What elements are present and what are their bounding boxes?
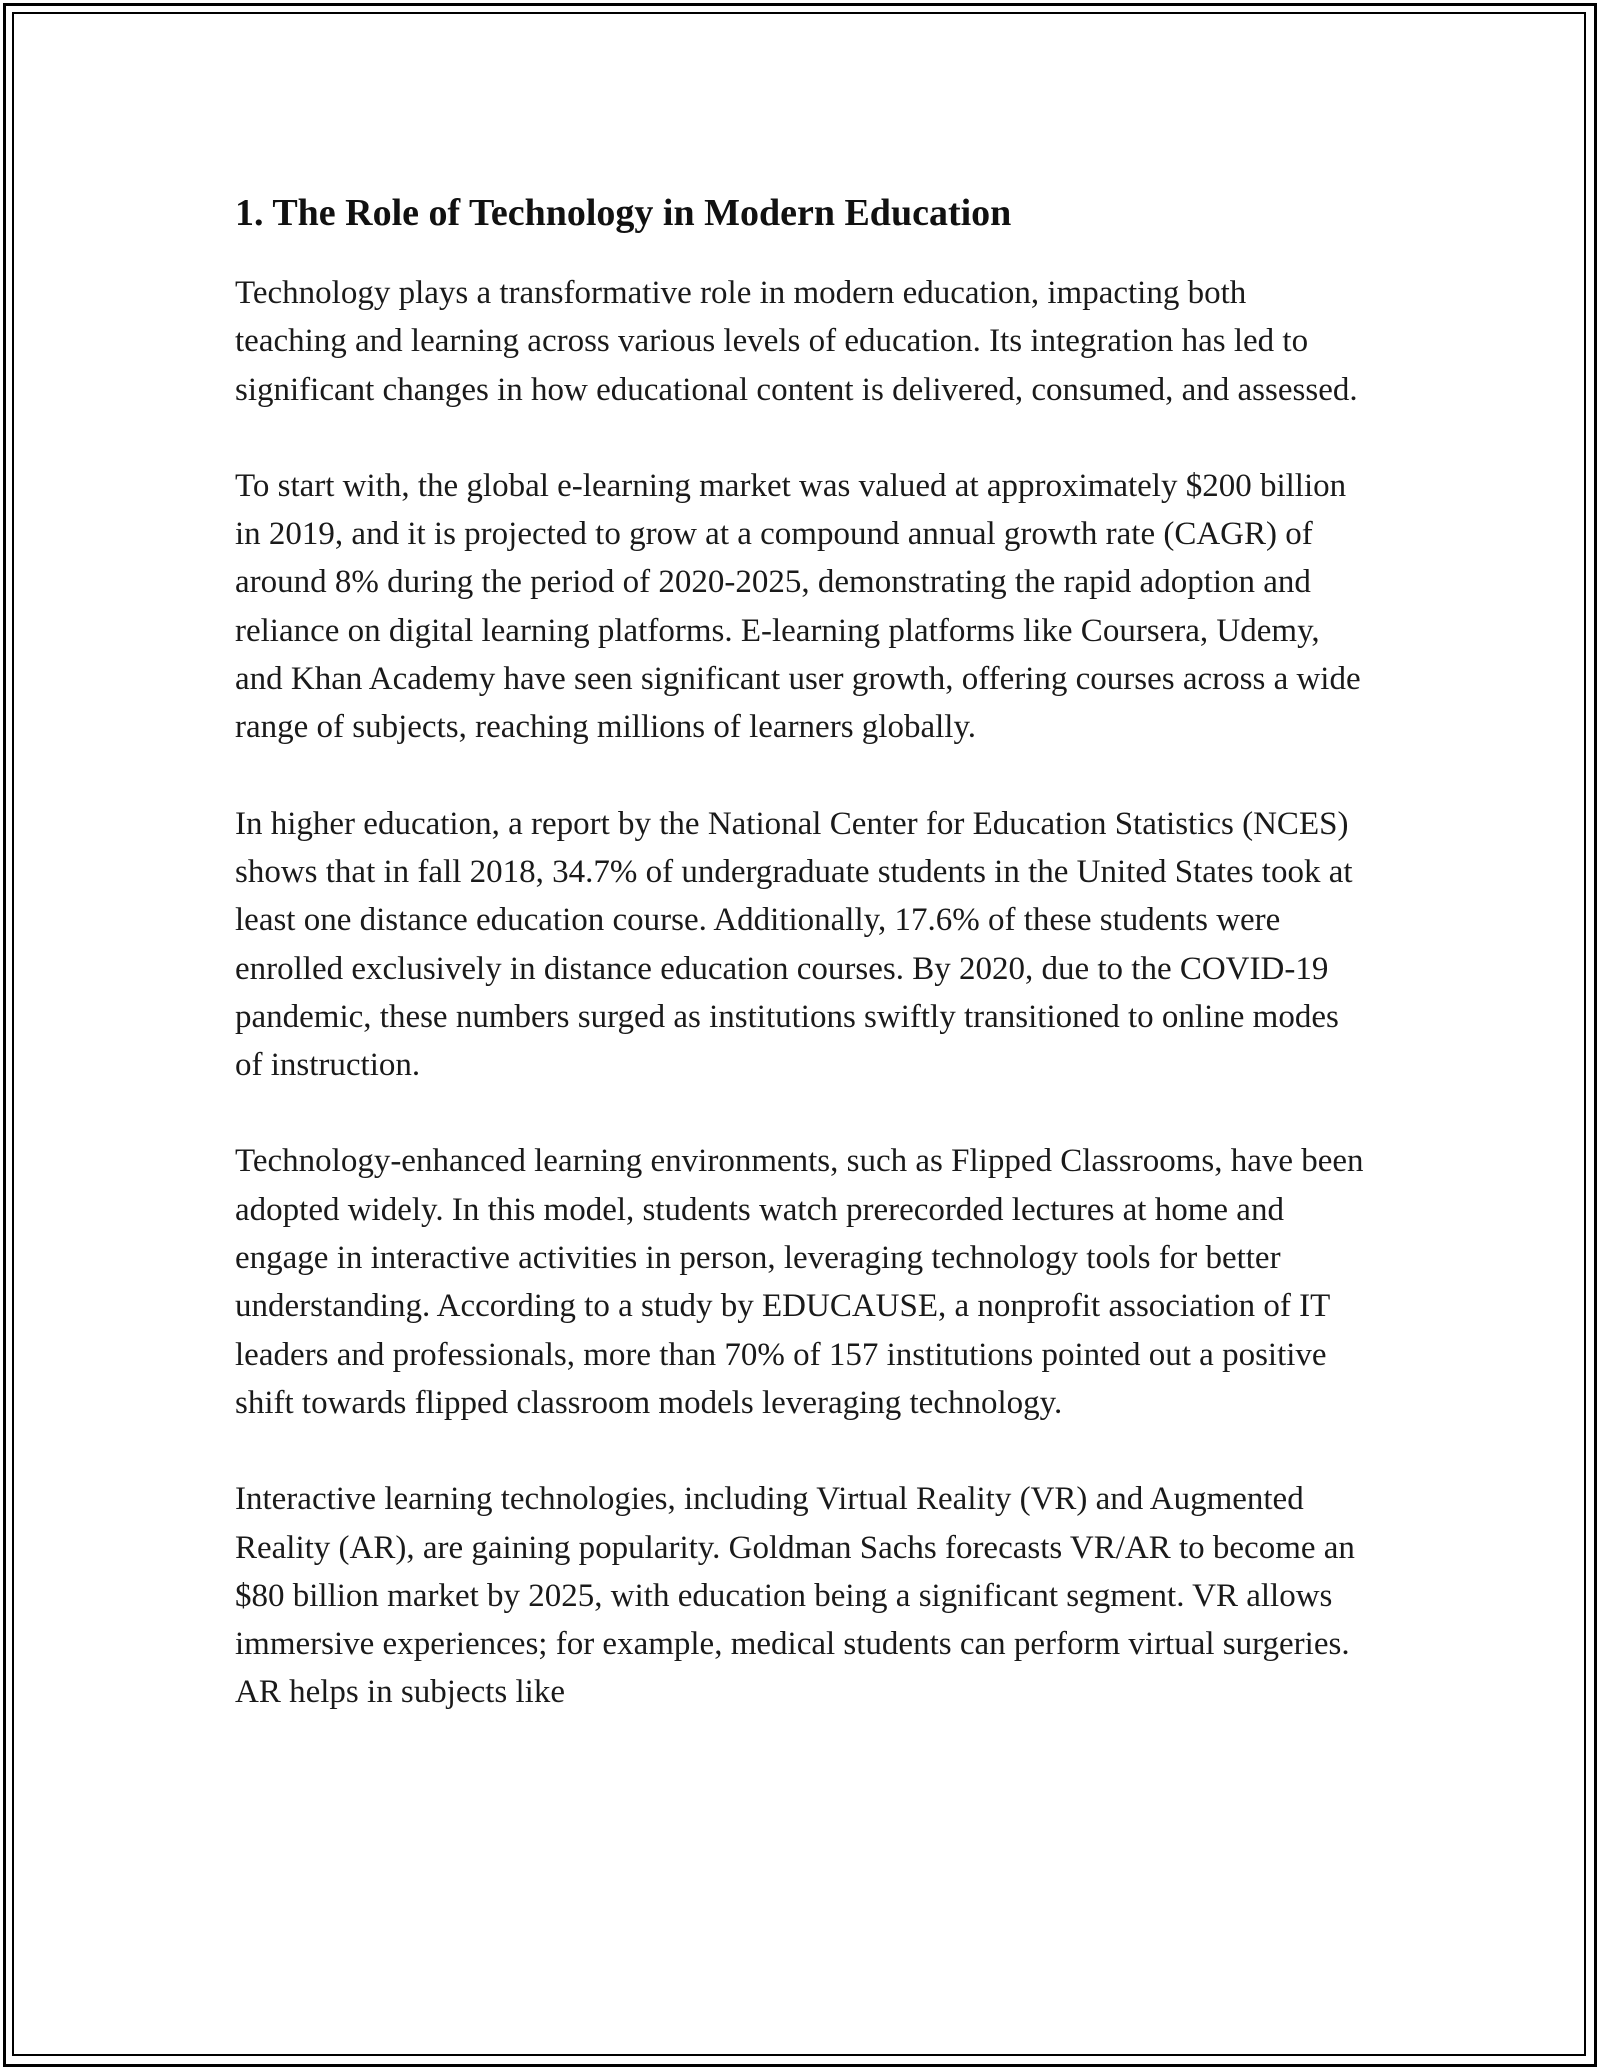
paragraph-elearning-market: To start with, the global e-learning market was valued at approximately $200 billion in 2019, and it is projected to grow at a compound annual growth rate (CAGR) of around 8% during the period of 2020-2025, demonstrating the rapid adoption and reliance on digital learning platforms. E-learning platforms like Coursera, Udemy, and Khan Academy have seen significant user growth, offering courses across a wide range of subjects, reaching millions of learners globally. bbox=[235, 467, 1361, 746]
paragraph-intro: Technology plays a transformative role in modern education, impacting both teaching and learning across various levels of education. Its integration has led to significant changes in how educational content is delivered, consumed, and assessed. bbox=[235, 275, 1358, 408]
paragraph-flipped-classrooms: Technology-enhanced learning environments, such as Flipped Classrooms, have been adopted widely. In this model, students watch prerecorded lectures at home and engage in interactive activities in person, leveraging technology tools for better understanding. According to a study by EDUCAUSE, a nonprofit association of IT leaders and professionals, more than 70% of 157 institutions pointed out a positive shift towards flipped classroom models leveraging technology. bbox=[235, 1143, 1364, 1421]
paragraph-higher-education: In higher education, a report by the National Center for Education Statistics (NCES) shows that in fall 2018, 34.7% of undergraduate students in the United States took at least one distance education course. Additionally, 17.6% of these students were enrolled exclusively in distance education courses. By 2020, due to the COVID-19 pandemic, these numbers surged as institutions swiftly transitioned to online modes of instruction. bbox=[235, 805, 1353, 1084]
section-heading: 1. The Role of Technology in Modern Education bbox=[235, 192, 1012, 234]
document-body bbox=[235, 185, 1365, 1717]
paragraph-vr-ar: Interactive learning technologies, including Virtual Reality (VR) and Augmented Reality (AR), are gaining popularity. Goldman Sachs forecasts VR/AR to become an $80 billion market by 2025, with education being a significant segment. VR allows immersive experiences; for example, medical students can perform virtual surgeries. AR helps in subjects like bbox=[235, 1481, 1355, 1711]
